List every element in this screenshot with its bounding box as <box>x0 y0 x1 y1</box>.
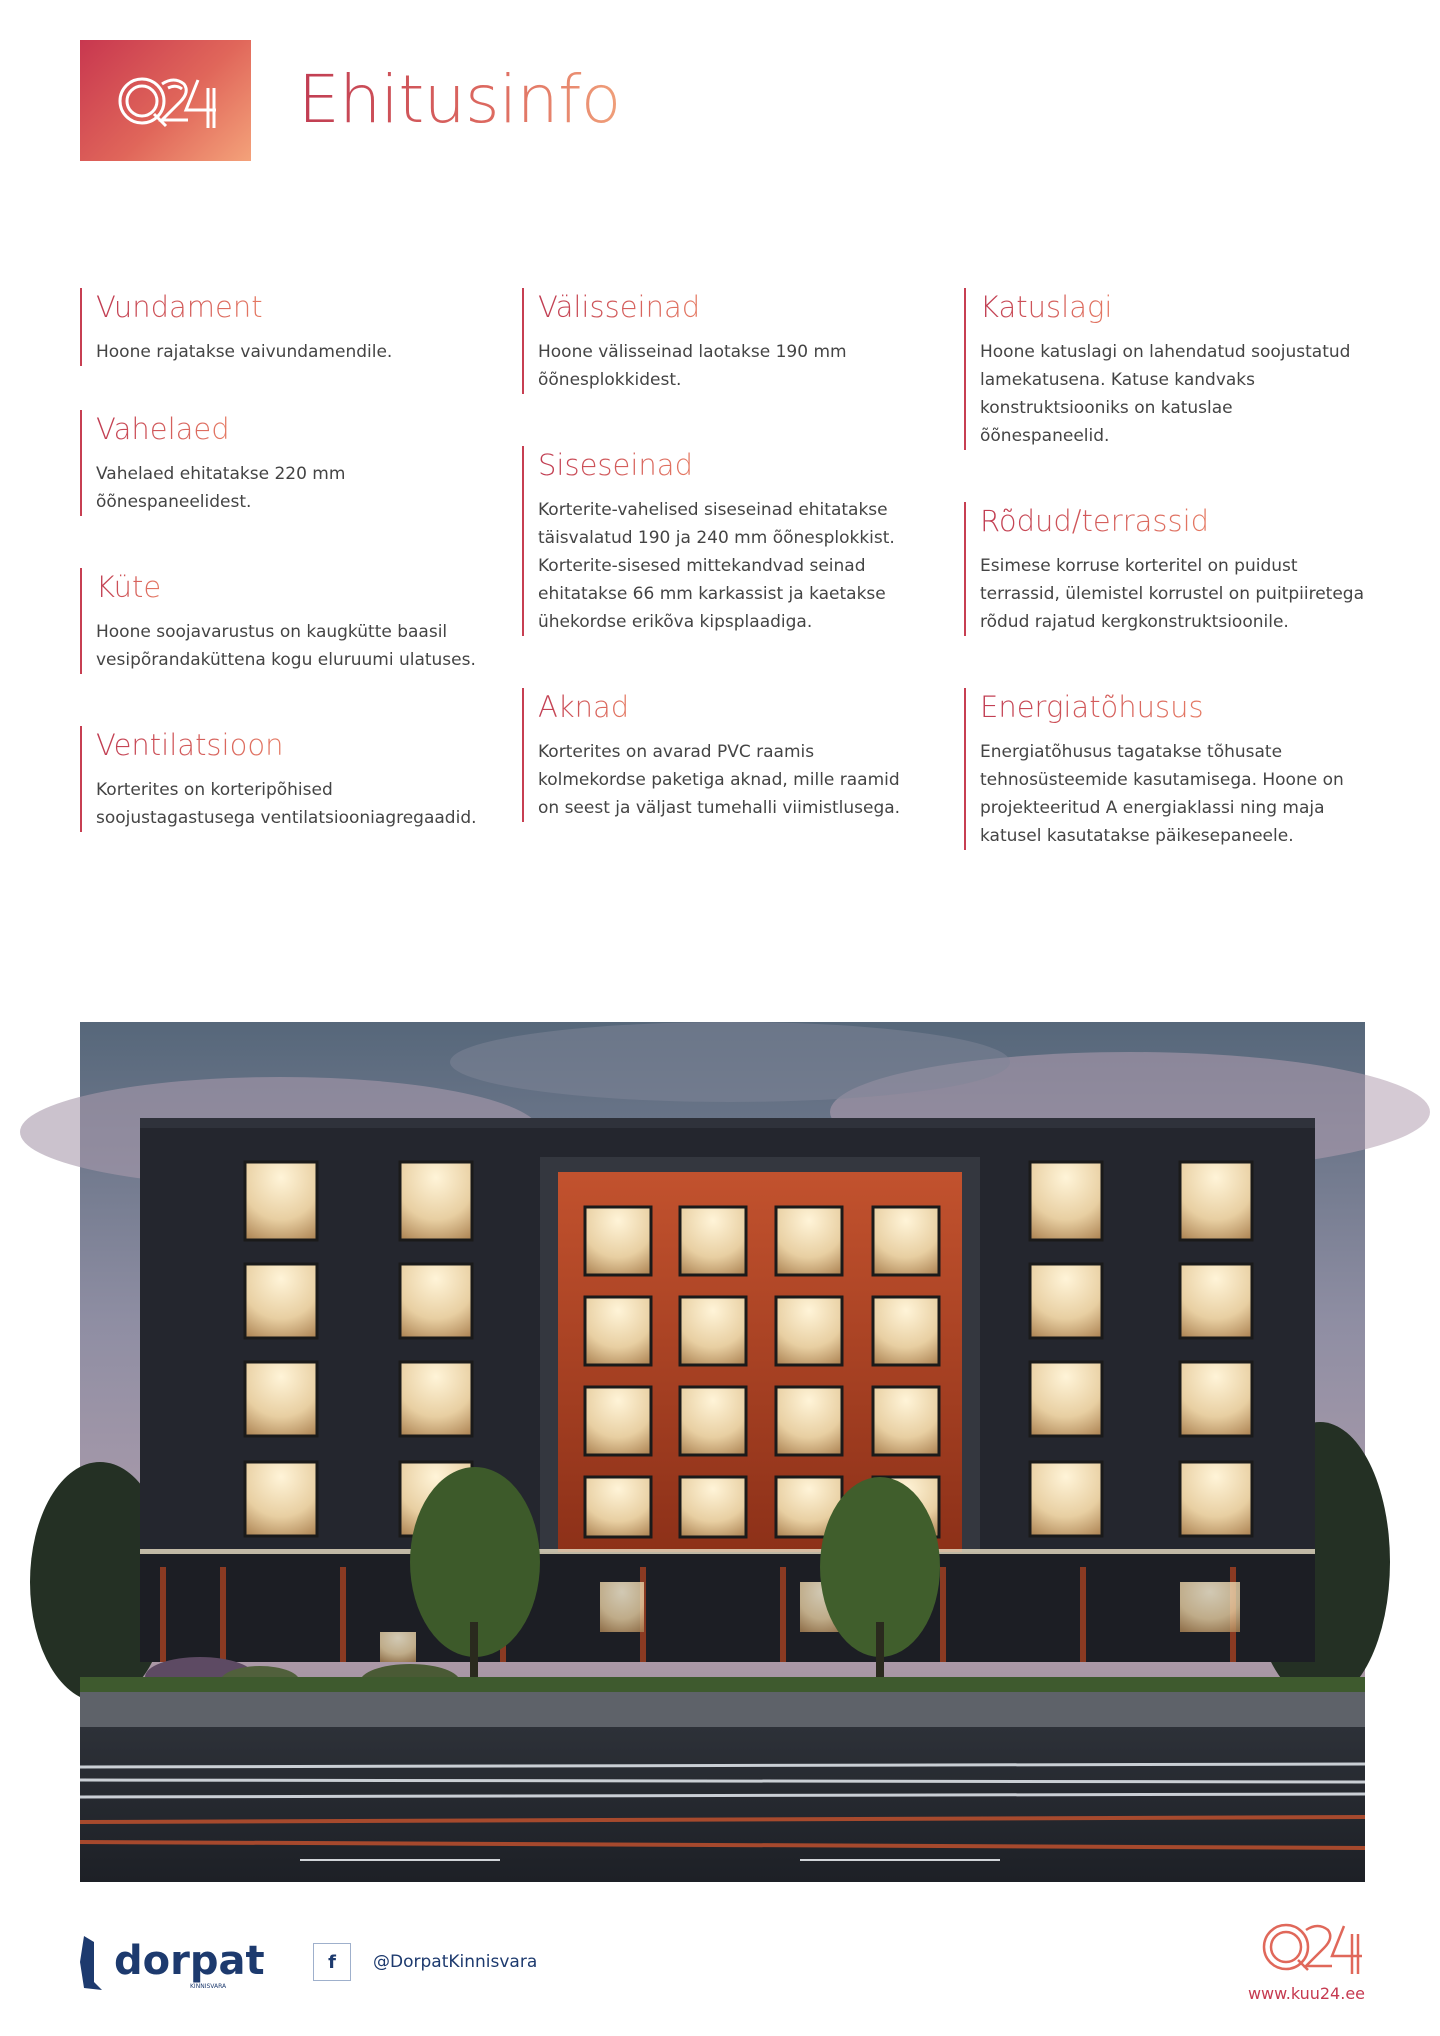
section-rodud-terrassid <box>964 502 1364 636</box>
section-energiatohusus <box>964 688 1364 850</box>
section-heading: Aknad <box>538 690 630 724</box>
facebook-handle[interactable]: @DorpatKinnisvara <box>373 1952 538 1972</box>
building-render-image <box>80 1022 1365 1882</box>
info-column-2 <box>522 288 922 822</box>
section-ventilatsioon <box>80 726 480 832</box>
info-column-3 <box>964 288 1364 850</box>
section-text: Energiatõhusus tagatakse tõhusate tehnosüsteemide kasutamisega. Hoone on projekteeritud A energiaklassi ning maja katusel kasutatakse päikesepaneele. <box>980 742 1344 846</box>
section-vahelaed <box>80 410 480 516</box>
page-title: Ehitusinfo <box>298 52 621 148</box>
section-heading: Ventilatsioon <box>96 728 284 762</box>
section-text: Vahelaed ehitatakse 220 mm õõnespaneelidest. <box>96 464 346 512</box>
section-text: Korterites on avarad PVC raamis kolmekordse paketiga aknad, mille raamid on seest ja väljast tumehalli viimistlusega. <box>538 742 901 818</box>
dorpat-wordmark: dorpat <box>114 1938 265 1984</box>
section-text: Hoone rajatakse vaivundamendile. <box>96 342 393 362</box>
section-heading: Siseseinad <box>538 448 693 482</box>
section-valisseinad <box>522 288 922 394</box>
dorpat-subtext: KINNISVARA <box>190 1983 227 1990</box>
section-kute <box>80 568 480 674</box>
q24-logo <box>80 40 251 161</box>
section-heading: Katuslagi <box>980 290 1113 324</box>
dorpat-logo[interactable] <box>80 1932 265 1994</box>
q24-logo-mark <box>80 40 251 161</box>
section-text: Hoone välisseinad laotakse 190 mm õõnesplokkidest. <box>538 342 847 390</box>
section-vundament <box>80 288 480 366</box>
section-aknad <box>522 688 922 822</box>
section-heading: Vundament <box>96 290 263 324</box>
section-katuslagi <box>964 288 1364 450</box>
footer-q24-logo-mark <box>1258 1918 1368 1976</box>
section-heading: Küte <box>96 570 162 604</box>
section-text: Hoone soojavarustus on kaugkütte baasil vesipõrandaküttena kogu eluruumi ulatuses. <box>96 622 476 670</box>
dorpat-logo-mark <box>80 1932 265 1994</box>
section-text: Esimese korruse korteritel on puidust terrassid, ülemistel korrustel on puitpiiretega rõdud rajatud kergkonstruktsioonile. <box>980 556 1364 632</box>
building-photo <box>80 1022 1365 1882</box>
section-heading: Vahelaed <box>96 412 230 446</box>
section-text: Hoone katuslagi on lahendatud soojustatud lamekatusena. Katuse kandvaks konstruktsiooniks on katuslae õõnespaneelid. <box>980 342 1351 446</box>
website-link[interactable]: www.kuu24.ee <box>1247 1984 1365 2003</box>
section-siseseinad <box>522 446 922 636</box>
section-text: Korterites on korteripõhised soojustagastusega ventilatsiooniagregaadid. <box>96 780 477 828</box>
section-heading: Energiatõhusus <box>980 690 1204 724</box>
footer-q24-logo <box>1258 1918 1368 1976</box>
section-text: Korterite-vahelised siseseinad ehitatakse täisvalatud 190 ja 240 mm õõnesplokkist. Korterite-sisesed mittekandvad seinad ehitatakse 66 mm karkassist ja kaetakse ühekordse erikõva kipsplaadiga. <box>538 500 895 632</box>
section-heading: Välisseinad <box>538 290 701 324</box>
facebook-icon[interactable]: f <box>313 1943 351 1981</box>
section-heading: Rõdud/terrassid <box>980 504 1210 538</box>
info-column-1 <box>80 288 480 832</box>
